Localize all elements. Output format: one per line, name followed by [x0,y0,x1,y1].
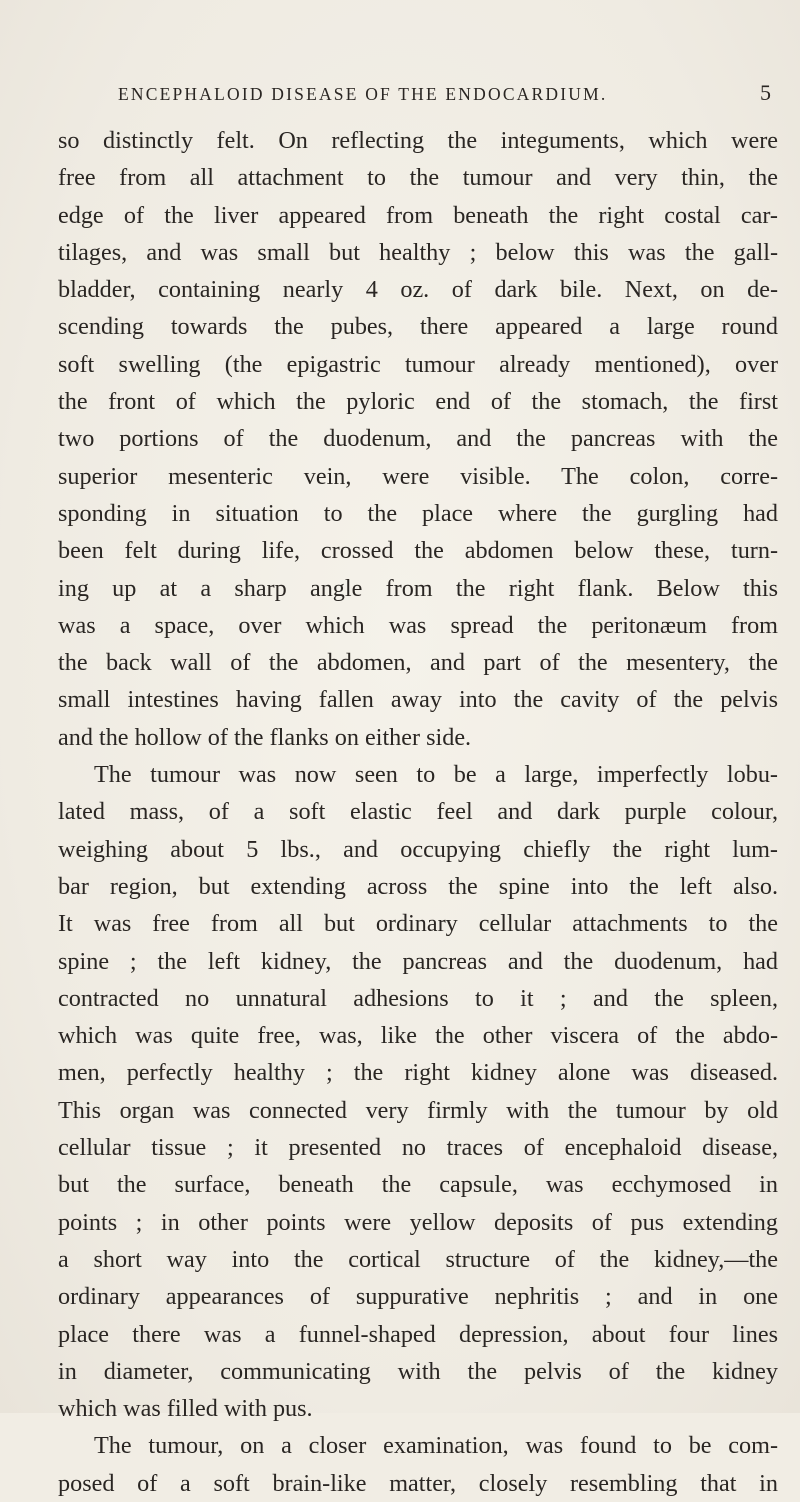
text-line: men, perfectly healthy ; the right kidney alone was diseased. [58,1059,778,1087]
text-line: points ; in other points were yellow deposits of pus extending [58,1208,778,1236]
text-line: the back wall of the abdomen, and part of the mesentery, the [58,649,778,677]
text-line: two portions of the duodenum, and the pancreas with the [58,425,778,453]
text-line: edge of the liver appeared from beneath the right costal car- [58,201,778,229]
text-line: ordinary appearances of suppurative nephritis ; and in one [58,1283,778,1311]
text-line: sponding in situation to the place where the gurgling had [58,499,778,527]
text-line: scending towards the pubes, there appeared a large round [58,313,778,341]
body-text [58,122,778,1502]
paragraph-start-line: The tumour was now seen to be a large, imperfectly lobu- [94,761,778,789]
text-line: cellular tissue ; it presented no traces of encephaloid disease, [58,1134,778,1162]
text-line: It was free from all but ordinary cellular attachments to the [58,910,778,938]
text-line: which was quite free, was, like the other viscera of the abdo- [58,1022,778,1050]
text-line: tilages, and was small but healthy ; below this was the gall- [58,238,778,266]
text-line: contracted no unnatural adhesions to it ; and the spleen, [58,984,778,1012]
text-line: superior mesenteric vein, were visible. The colon, corre- [58,462,778,490]
text-line: a short way into the cortical structure of the kidney,—the [58,1245,778,1273]
text-line: small intestines having fallen away into the cavity of the pelvis [58,686,778,714]
text-line: soft swelling (the epigastric tumour already mentioned), over [58,350,778,378]
text-line: This organ was connected very firmly with the tumour by old [58,1096,778,1124]
paragraph-start-line: The tumour, on a closer examination, was found to be com- [94,1432,778,1460]
text-line: free from all attachment to the tumour and very thin, the [58,164,778,192]
text-line: ing up at a sharp angle from the right flank. Below this [58,574,778,602]
text-line: was a space, over which was spread the peritonæum from [58,611,778,639]
running-head: ENCEPHALOID DISEASE OF THE ENDOCARDIUM. [118,84,608,104]
paragraph-end-line: which was filled with pus. [58,1395,313,1423]
text-line: place there was a funnel-shaped depression, about four lines [58,1320,778,1348]
text-line: been felt during life, crossed the abdomen below these, turn- [58,537,778,565]
text-line: bladder, containing nearly 4 oz. of dark bile. Next, on de- [58,276,778,304]
paragraph-end-line: and the hollow of the flanks on either side. [58,723,472,751]
text-line: lated mass, of a soft elastic feel and dark purple colour, [58,798,778,826]
text-line: bar region, but extending across the spine into the left also. [58,872,778,900]
text-line: so distinctly felt. On reflecting the integuments, which were [58,127,778,154]
page-number: 5 [760,80,771,105]
text-line: the front of which the pyloric end of the stomach, the first [58,388,778,416]
text-line: but the surface, beneath the capsule, was ecchymosed in [58,1171,778,1199]
text-line: posed of a soft brain-like matter, closely resembling that in [58,1469,778,1497]
text-line: weighing about 5 lbs., and occupying chiefly the right lum- [58,835,778,863]
text-line: in diameter, communicating with the pelvis of the kidney [58,1357,778,1385]
text-line: spine ; the left kidney, the pancreas and the duodenum, had [58,947,778,975]
